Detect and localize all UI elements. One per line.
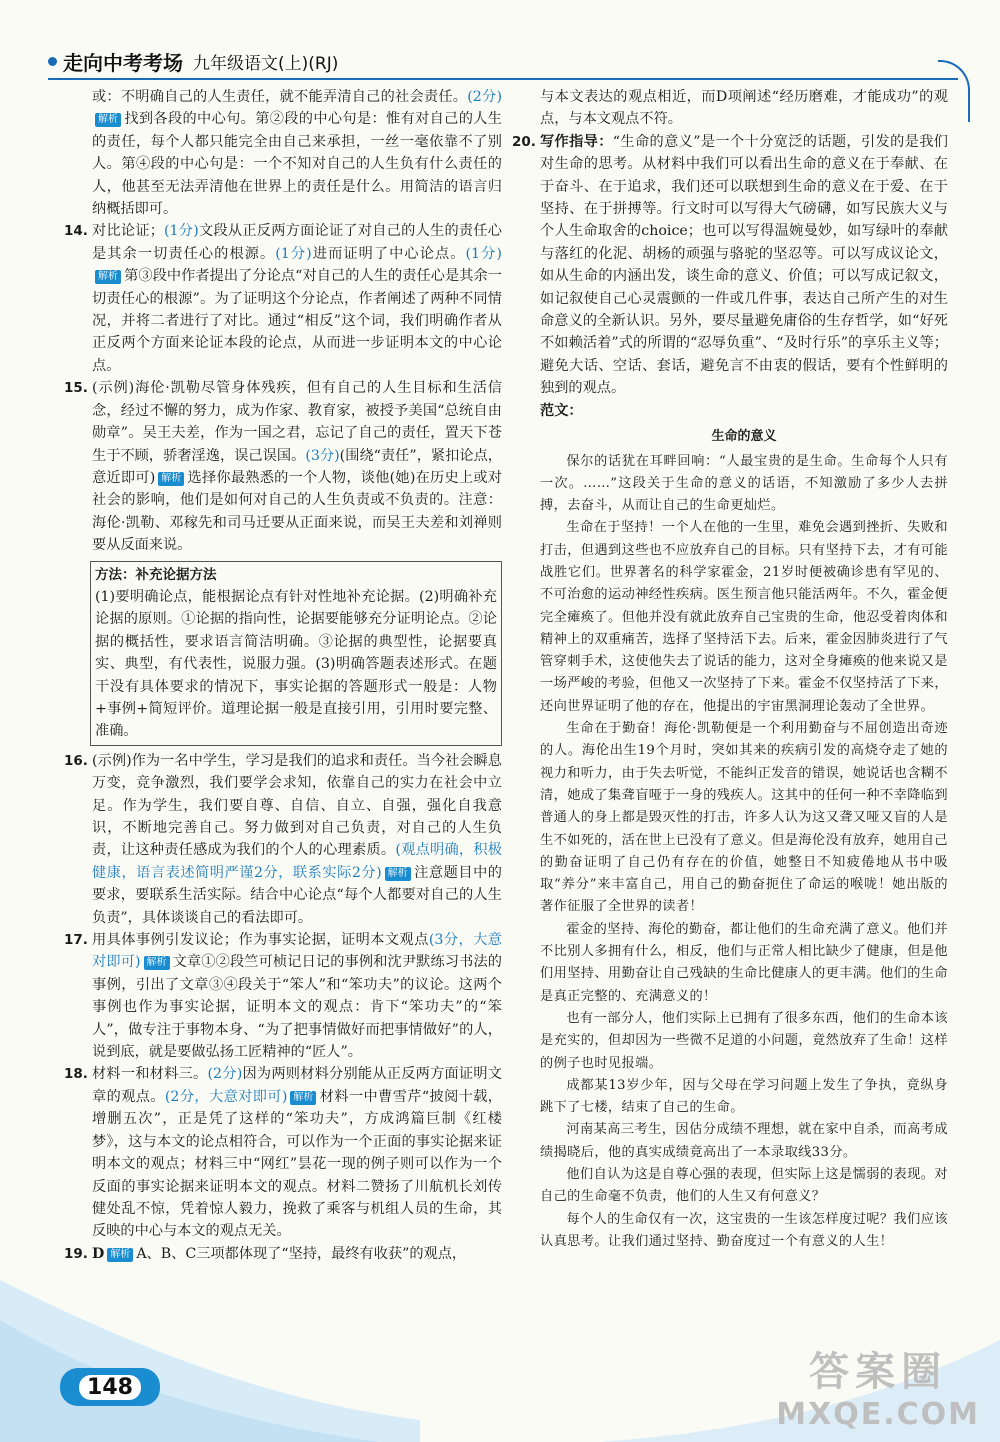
- question-number: 17.: [64, 932, 88, 949]
- essay-paragraph: 每个人的生命仅有一次，这宝贵的一生该怎样度过呢？我们应该认真思考。让我们通过坚持、勤奋度过一个有意义的人生！: [540, 1211, 948, 1249]
- essay-paragraph: 他们自认为这是自尊心强的表现，但实际上这是懦弱的表现。对自己的生命毫不负责，他们的人生又有何意义？: [540, 1167, 948, 1205]
- essay-paragraph: 生命在于勤奋！海伦·凯勒便是一个利用勤奋与不屈创造出奇迹的人。海伦出生19个月时，突如其来的疾病引发的高烧夺走了她的视力和听力，由于失去听觉，不能纠正发音的错误，她说话也含糊不清，她成了集聋盲哑于一身的残疾人。这其中的任何一种不幸降临到普通人的身上都是毁灭性的打击，许多人认为这又聋又哑又盲的人是生不如死的，活在世上已没有了意义。但是海伦没有放弃，她用自己的勤奋证明了自己仍有存在的价值，她整日不知疲倦地从书中吸取“养分”来丰富自己，用自己的勤奋扼住了命运的喉咙！她出版的著作征服了全世界的读者！: [540, 721, 948, 915]
- answer-14-text: 进而证明了中心论点。: [311, 245, 466, 262]
- header-dot-icon: [48, 57, 57, 66]
- essay-paragraph: 生命在于坚持！一个人在他的一生里，难免会遇到挫折、失败和打击，但遇到这些也不应放弃自己的目标。只有坚持下去，才有可能战胜它们。世界著名的科学家霍金，21岁时便被确诊患有罕见的、不可治愈的运动神经性疾病。医生预言他只能活两年。不久，霍金便完全瘫痪了。但他并没有就此放弃自己宝贵的生命，他忍受着肉体和精神上的双重痛苦，选择了坚持活下去。后来，霍金因肺炎进行了气管穿刺手术，这使他失去了说话的能力，这对全身瘫痪的他来说又是一场严峻的考验，但他又一次坚持了下来。霍金不仅坚持活了下来，还向世界证明了他的存在，他提出的宇宙黑洞理论轰动了全世界。: [540, 520, 948, 714]
- sample-essay: [540, 451, 948, 1254]
- answer-18-analysis: 材料一中曹雪芹“披阅十载，增删五次”，正是凭了这样的“笨功夫”，方成鸿篇巨制《红楼梦》，这与本文的论点相符合，可以作为一个正面的事实论据来证明本文的观点；材料三中“网红”昙花一现的例子则可以作为一个反面的事实论据来证明本文的观点。材料二赞扬了川航机长刘传健处乱不惊，凭着惊人毅力，挽救了乘客与机组人员的生命，其反映的中心与本文的观点无关。: [92, 1088, 502, 1240]
- essay-paragraph: 霍金的坚持、海伦的勤奋，都让他们的生命充满了意义。他们并不比别人多拥有什么，相反，他们与正常人相比缺少了健康，但是他们用坚持、用勤奋让自己残缺的生命比健康人的更丰满。他们的生命是真正完整的、充满意义的！: [540, 921, 948, 1004]
- answer-13-score: (2分): [467, 89, 502, 105]
- answer-16: [64, 750, 502, 929]
- answer-15-score: (3分): [305, 447, 340, 464]
- page-number: 148: [79, 1375, 141, 1400]
- answer-18-score: (2分，大意对即可): [164, 1088, 288, 1105]
- answer-14: [64, 220, 502, 377]
- answer-19-choice: D: [92, 1245, 105, 1262]
- answer-17: [64, 929, 502, 1063]
- method-box: [90, 561, 502, 746]
- analysis-tag: 解析: [95, 270, 121, 284]
- essay-paragraph: 成都某13岁少年，因与父母在学习问题上发生了争执，竟纵身跳下了七楼，结束了自己的生命。: [540, 1077, 948, 1116]
- question-number: 19.: [64, 1245, 88, 1262]
- answer-13-text: 或：不明确自己的人生责任，就不能弄清自己的社会责任。: [92, 89, 468, 105]
- answer-13-analysis: 找到各段的中心句。第②段的中心句是：惟有对自己的人生的责任，每个人都只能完全由自己来承担，一丝一毫依靠不了别人。第④段的中心句是：一个不知对自己的人生负有什么责任的人，他甚至无法弄清他在世界上的责任是什么。用简洁的语言归纳概括即可。: [92, 111, 502, 218]
- analysis-tag: 解析: [95, 113, 121, 127]
- answer-15-text: (示例)海伦·凯勒尽管身体残疾，但有自己的人生目标和生活信念，经过不懈的努力，成为作家、教育家，被授予美国“总统自由勋章”。吴王夫差，作为一国之君，忘记了自己的责任，置天下苍生于不顾，骄奢淫逸，误己误国。: [92, 380, 502, 464]
- writing-guide-text: “生命的意义”是一个十分宽泛的话题，引发的是我们对生命的思考。从材料中我们可以看出生命的意义在于奉献、在于奋斗、在于追求，我们还可以联想到生命的意义在于爱、在于坚持、在于拼搏等。行文时可以写得大气磅礴，如写民族大义与个人生命取舍的choice；也可以写得温婉曼妙，如写绿叶的奉献与落红的化泥、胡杨的顽强与骆驼的坚忍等。可以写成议论文，如从生命的内涵出发，谈生命的意义、价值；可以写成记叙文，如记叙使自己心灵震颤的一件或几件事，表达自己所产生的对生命意义的全新认识。另外，要尽量避免庸俗的生存哲学，如“好死不如赖活着”式的所谓的“忍辱负重”、“及时行乐”的享乐主义等；避免大话、空话、套话，避免言不由衷的假话，要有个性鲜明的独到的观点。: [540, 133, 948, 397]
- answer-17-analysis: 文章①②段竺可桢记日记的事例和沈尹默练习书法的事例，引出了文章③④段关于“笨人”和“笨功夫”的议论。这两个事例也作为事实论据，证明本文的观点：肯下“笨功夫”的“笨人”，做专注于事物本身、“为了把事情做好而把事情做好”的人，说到底，就是要做弘扬工匠精神的“匠人”。: [92, 954, 502, 1061]
- answer-14-score: (1分): [465, 245, 502, 262]
- analysis-tag: 解析: [144, 956, 170, 970]
- question-number: 20.: [512, 133, 536, 150]
- analysis-tag: 解析: [290, 1091, 316, 1105]
- writing-guide-label: 写作指导：: [540, 133, 613, 150]
- analysis-tag: 解析: [385, 867, 411, 881]
- watermark-url: MXQE.COM: [776, 1397, 980, 1432]
- answer-18: [64, 1063, 502, 1242]
- answer-16-text: (示例)作为一名中学生，学习是我们的追求和责任。当今社会瞬息万变，竞争激烈，我们要学会求知，依靠自己的实力在社会中立足。作为学生，我们要自尊、自信、自立、自强，强化自我意识，不断地完善自己。努力做到对自己负责，对自己的人生负责，让这种责任感成为我们的个人的心理素质。: [92, 752, 502, 859]
- essay-paragraph: 河南某高三考生，因估分成绩不理想，就在家中自杀，而高考成绩揭晓后，他的真实成绩竟高出了一本录取线33分。: [540, 1122, 948, 1160]
- answer-18-score: (2分): [207, 1066, 243, 1083]
- analysis-tag: 解析: [158, 472, 184, 486]
- answer-14-score: (1分): [275, 245, 312, 262]
- essay-paragraph: 也有一部分人，他们实际上已拥有了很多东西，他们的生命本该是充实的，但却因为一些微不足道的小问题，竟然放弃了生命！这样的例子也时见报端。: [540, 1010, 948, 1071]
- answer-14-text: 对比论证；: [92, 223, 164, 240]
- answer-15-analysis: 选择你最熟悉的一个人物，谈他(她)在历史上或对社会的影响，他们是如何对自己的人生负责或不负责的。注意：海伦·凯勒、邓稼先和司马迁要从正面来说，而吴王夫差和刘禅则要从反面来说。: [92, 469, 502, 554]
- answer-15-note: (围绕“责任”，紧扣论点，意近即可): [92, 447, 502, 486]
- answer-18-text: 因为两则材料分别能从正反两方面证明文章的观点。: [92, 1066, 502, 1105]
- question-number: 15.: [64, 380, 88, 397]
- answer-19-continued: 与本文表达的观点相近，而D项阐述“经历磨难，才能成功”的观点，与本文观点不符。: [540, 89, 948, 128]
- question-number: 18.: [64, 1066, 88, 1083]
- page-header: [48, 46, 338, 76]
- answer-17-score: (3分，大意对即可): [92, 932, 502, 971]
- left-column: [64, 86, 502, 1265]
- essay-title: 生命的意义: [711, 429, 777, 445]
- right-column: [512, 86, 948, 1253]
- essay-paragraph: 保尔的话犹在耳畔回响：“人最宝贵的是生命。生命每个人只有一次。……”这段关于生命的意义的话语，不知激励了多少人去拼搏，去奋斗，从而让自己的生命更灿烂。: [540, 453, 948, 514]
- method-title: 方法：补充论据方法: [95, 566, 217, 583]
- answer-19: [64, 1243, 502, 1265]
- page-number-badge: [60, 1368, 160, 1406]
- answer-16-score: (观点明确，积极健康，语言表述简明严谨2分，联系实际2分): [92, 842, 502, 881]
- answer-14-analysis: 第③段中作者提出了分论点“对自己的人生的责任心是其余一切责任心的根源”。为了证明这个分论点，作者阐述了两种不同情况，并将二者进行了对比。通过“相反”这个词，我们明确作者从正反两个方面来论证本段的论点，从而进一步证明本文的中心论点。: [92, 268, 502, 374]
- header-rule: [48, 78, 958, 80]
- answer-18-text: 材料一和材料三。: [92, 1066, 208, 1083]
- answer-19-analysis: A、B、C三项都体现了“坚持，最终有收获”的观点，: [136, 1245, 467, 1262]
- question-number: 14.: [64, 223, 88, 240]
- method-body: (1)要明确论点，能根据论点有针对性地补充论据。(2)明确补充论据的原则。①论据的指向性，论据要能够充分证明论点。②论据的概括性，要求语言简洁明确。③论据的典型性，论据要真实、典型，有代表性，说服力强。(3)明确答题表述形式。在题干没有具体要求的情况下，事实论据的答题形式一般是：人物+事例+简短评价。道理论据一般是直接引用，引用时要完整、准确。: [95, 588, 497, 740]
- answer-16-analysis: 注意题目中的要求，要联系生活实际。结合中心论点“每个人都要对自己的人生负责”，具体谈谈自己的看法即可。: [92, 864, 502, 926]
- header-subtitle: 九年级语文(上)(RJ): [193, 53, 339, 74]
- sample-essay-label: 范文：: [540, 402, 583, 419]
- question-number: 16.: [64, 752, 88, 769]
- answer-15: [64, 377, 502, 556]
- watermark-text: 答案圈: [809, 1349, 948, 1395]
- answer-14-text: 文段从正反两方面论证了对自己的人生的责任心是其余一切责任心的根源。: [92, 223, 502, 262]
- header-brand: 走向中考考场: [63, 50, 183, 75]
- answer-17-text: 用具体事例引发议论；作为事实论据，证明本文观点: [92, 932, 429, 949]
- watermark: [776, 1340, 980, 1432]
- answer-13-continued: [92, 86, 502, 220]
- analysis-tag: 解析: [107, 1248, 133, 1262]
- answer-14-score: (1分): [163, 223, 199, 240]
- answer-20: [512, 131, 948, 400]
